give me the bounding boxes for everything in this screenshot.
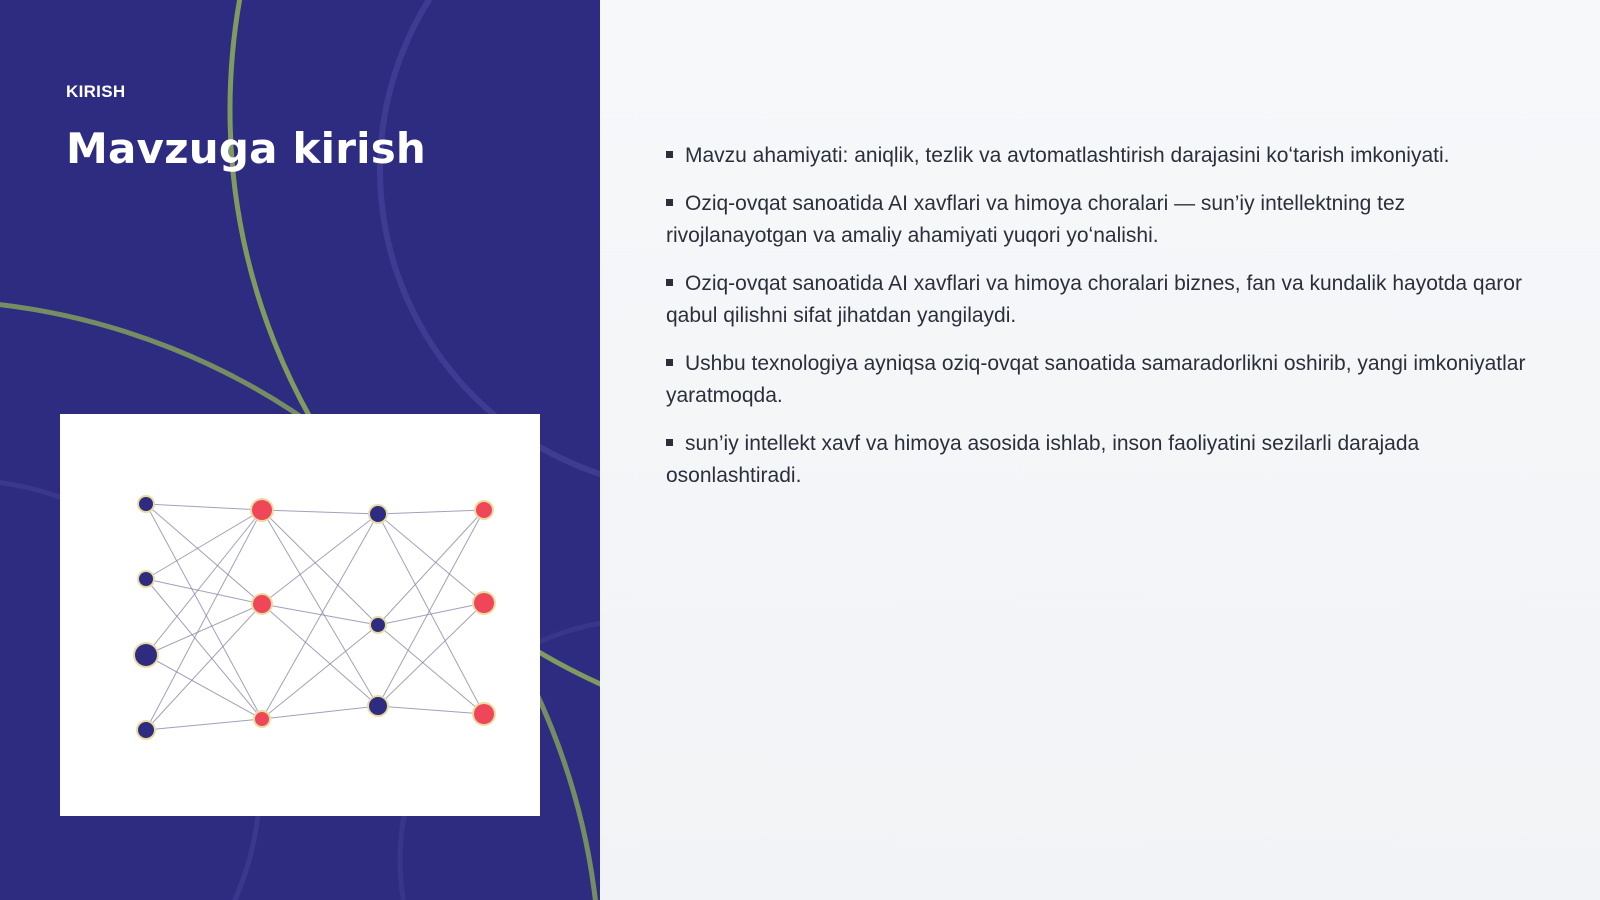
bullet-item: sun’iy intellekt xavf va himoya asosida ishlab, inson faoliyatini sezilarli darajada osonlashtiradi. bbox=[666, 432, 1420, 487]
neural-network-icon bbox=[60, 414, 540, 816]
bullet-marker bbox=[666, 279, 673, 286]
network-edge bbox=[262, 604, 378, 706]
network-edge bbox=[262, 514, 378, 719]
network-node bbox=[370, 506, 386, 522]
network-edge bbox=[146, 504, 262, 510]
network-edge bbox=[262, 625, 378, 719]
bullet-marker bbox=[666, 151, 673, 158]
bullet-item: Mavzu ahamiyati: aniqlik, tezlik va avtomatlashtirish darajasini koʻtarish imkoniyati. bbox=[666, 140, 1546, 172]
network-node bbox=[255, 712, 269, 726]
bullet-marker bbox=[666, 359, 673, 366]
network-edge bbox=[378, 510, 484, 514]
network-edge bbox=[146, 719, 262, 730]
network-node bbox=[138, 722, 154, 738]
section-label: KIRISH bbox=[66, 82, 126, 101]
network-edge bbox=[146, 510, 262, 579]
bullet-marker bbox=[666, 439, 673, 446]
page-title: Mavzuga kirish bbox=[66, 124, 427, 173]
network-node bbox=[139, 497, 153, 511]
bullet-marker bbox=[666, 199, 673, 206]
network-edge bbox=[146, 604, 262, 730]
network-node bbox=[139, 572, 153, 586]
network-node bbox=[135, 644, 157, 666]
network-edge bbox=[378, 625, 484, 714]
network-node bbox=[371, 618, 385, 632]
network-edge bbox=[262, 706, 378, 719]
network-node bbox=[474, 593, 494, 613]
bullet-list bbox=[666, 140, 1546, 508]
bullet-item: Oziq-ovqat sanoatida AI xavflari va himoya choralari biznes, fan va kundalik hayotda qaror qabul qilishni sifat jihatdan yangilaydi. bbox=[666, 272, 1522, 327]
network-edge bbox=[146, 504, 262, 604]
network-node bbox=[252, 500, 272, 520]
neural-network-image bbox=[60, 414, 540, 816]
network-edge bbox=[378, 603, 484, 625]
network-node bbox=[474, 704, 494, 724]
network-node bbox=[476, 502, 492, 518]
network-edge bbox=[146, 510, 262, 730]
network-node bbox=[369, 697, 387, 715]
bullet-item: Ushbu texnologiya ayniqsa oziq-ovqat sanoatida samaradorlikni oshirib, yangi imkoniyatlar yaratmoqda. bbox=[666, 352, 1526, 407]
network-edge bbox=[378, 706, 484, 714]
bullet-item: Oziq-ovqat sanoatida AI xavflari va himoya choralari — sun’iy intellektning tez rivojlanayotgan va amaliy ahamiyati yuqori yoʻnalishi. bbox=[666, 192, 1406, 247]
network-edge bbox=[262, 510, 378, 514]
left-panel bbox=[0, 0, 600, 900]
network-node bbox=[253, 595, 271, 613]
network-edge bbox=[378, 603, 484, 706]
